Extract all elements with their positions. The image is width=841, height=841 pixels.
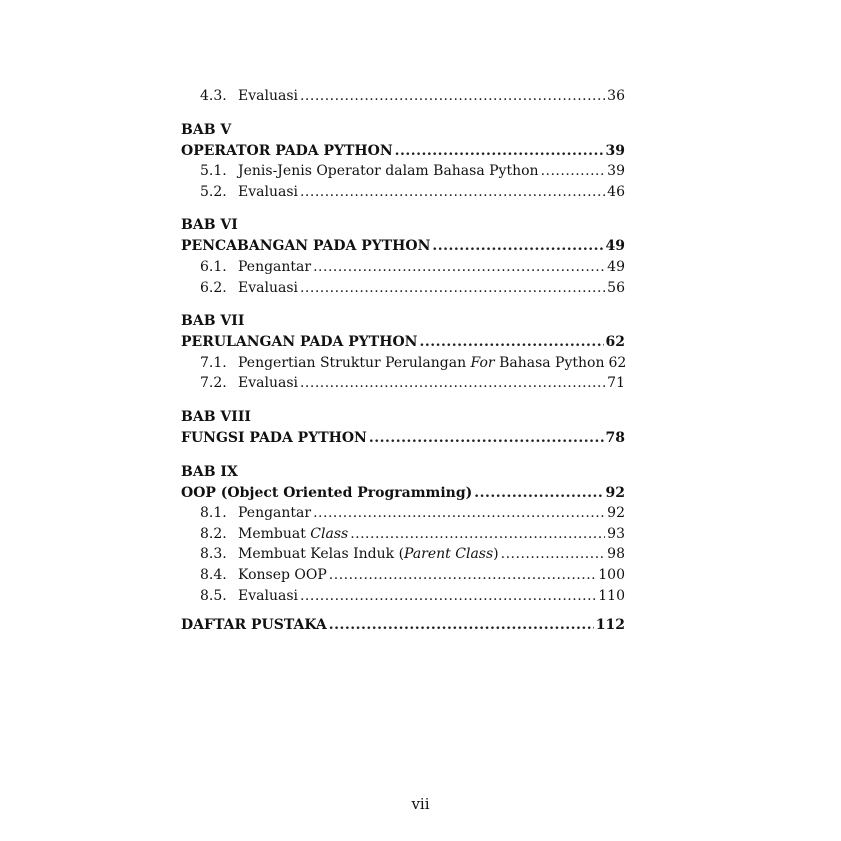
toc-entry-number: 7.2. [200,375,227,392]
label-italic: For [470,354,495,371]
toc-entry-number: 4.3. [200,88,227,104]
toc-entry-8-5 [181,586,625,607]
toc-entry-label: Evaluasi [238,587,298,604]
toc-entry-6-1 [181,257,625,278]
chapter-page: 78 [605,429,625,446]
chapter-title-row [181,428,625,449]
leader-dots [300,86,605,107]
toc-entry-label [238,353,604,374]
label-italic: Parent Class [404,546,494,563]
leader-dots [541,161,606,182]
toc-entry-number: 8.4. [200,566,227,583]
toc-entry-number: 6.1. [200,258,227,275]
chapter-title: FUNGSI PADA PYTHON [181,429,367,446]
toc-entry-number: 8.5. [200,587,227,604]
toc-entry-page: 92 [607,505,625,522]
label-text: Bahasa Python [494,354,605,371]
toc-entry-number: 7.1. [200,354,227,371]
bibliography-title: DAFTAR PUSTAKA [181,617,327,634]
leader-dots [300,278,605,299]
toc-entry-5-2 [181,182,625,203]
toc-entry-label: Evaluasi [238,375,298,392]
toc-entry-5-1 [181,161,625,182]
toc-entry-6-2 [181,278,625,299]
toc-entry-label: Pengantar [238,258,312,275]
toc-entry-label: Evaluasi [238,279,298,296]
toc-entry-page: 93 [607,525,625,542]
leader-dots [474,483,603,504]
toc-entry-page: 46 [607,183,625,200]
toc-entry-8-1 [181,503,625,524]
leader-dots [432,236,603,257]
toc-entry-page: 110 [598,587,625,604]
toc-entry-4-3 [181,86,625,107]
toc-entry-number: 8.2. [200,525,227,542]
toc-entry-number: 8.1. [200,505,227,522]
toc-entry-label [238,544,499,565]
chapter-title: OOP (Object Oriented Programming) [181,484,473,501]
label-text: ) [493,546,499,563]
chapter-label-bab-v: BAB V [181,121,232,138]
label-text: Membuat [238,525,311,542]
chapter-title-row [181,236,625,257]
label-italic: Class [310,525,349,542]
bibliography-row [181,615,625,636]
chapter-page: 49 [605,238,625,255]
chapter-title-row [181,141,625,162]
chapter-page: 92 [605,484,625,501]
leader-dots [300,373,605,394]
leader-dots [313,257,605,278]
table-of-contents [181,86,625,636]
leader-dots [395,141,604,162]
toc-entry-label: Konsep OOP [238,566,327,583]
toc-entry-page: 49 [607,258,625,275]
toc-entry-page: 100 [598,566,625,583]
toc-entry-number: 6.2. [200,279,227,296]
toc-entry-7-2 [181,373,625,394]
leader-dots [329,615,594,636]
page-number: vii [411,795,430,813]
chapter-title-row [181,483,625,504]
toc-entry-page: 36 [607,88,625,104]
toc-entry-number: 8.3. [200,546,227,563]
leader-dots [501,544,606,565]
chapter-page: 39 [605,142,625,159]
leader-dots [300,182,605,203]
label-text: Membuat Kelas Induk ( [238,546,405,563]
toc-entry-page: 39 [607,163,625,180]
toc-entry-label [238,524,348,545]
leader-dots [350,524,605,545]
leader-dots [329,565,596,586]
bibliography-page: 112 [595,617,625,634]
leader-dots [300,586,596,607]
chapter-label-bab-viii: BAB VIII [181,408,251,425]
chapter-label-bab-vii: BAB VII [181,313,245,330]
chapter-page: 62 [605,334,625,351]
toc-entry-page: 71 [607,375,625,392]
chapter-label-bab-vi: BAB VI [181,217,238,234]
label-text: Pengertian Struktur Perulangan [238,354,471,371]
toc-entry-label: Pengantar [238,505,312,522]
toc-entry-page: 56 [607,279,625,296]
chapter-label-bab-ix: BAB IX [181,463,238,480]
leader-dots [313,503,605,524]
toc-entry-label: Evaluasi [238,183,298,200]
toc-entry-number: 5.1. [200,163,227,180]
chapter-title-row [181,332,625,353]
chapter-title: PERULANGAN PADA PYTHON [181,334,418,351]
toc-entry-page: 62 [608,354,627,371]
leader-dots [369,428,604,449]
chapter-title: OPERATOR PADA PYTHON [181,142,393,159]
toc-entry-8-2 [181,524,625,545]
toc-entry-label: Jenis-Jenis Operator dalam Bahasa Python [238,163,539,180]
toc-entry-8-3 [181,544,625,565]
toc-entry-7-1 [181,353,625,374]
toc-entry-label: Evaluasi [238,88,298,104]
leader-dots [419,332,603,353]
chapter-title: PENCABANGAN PADA PYTHON [181,238,431,255]
toc-entry-page: 98 [607,546,625,563]
toc-entry-number: 5.2. [200,183,227,200]
toc-entry-8-4 [181,565,625,586]
